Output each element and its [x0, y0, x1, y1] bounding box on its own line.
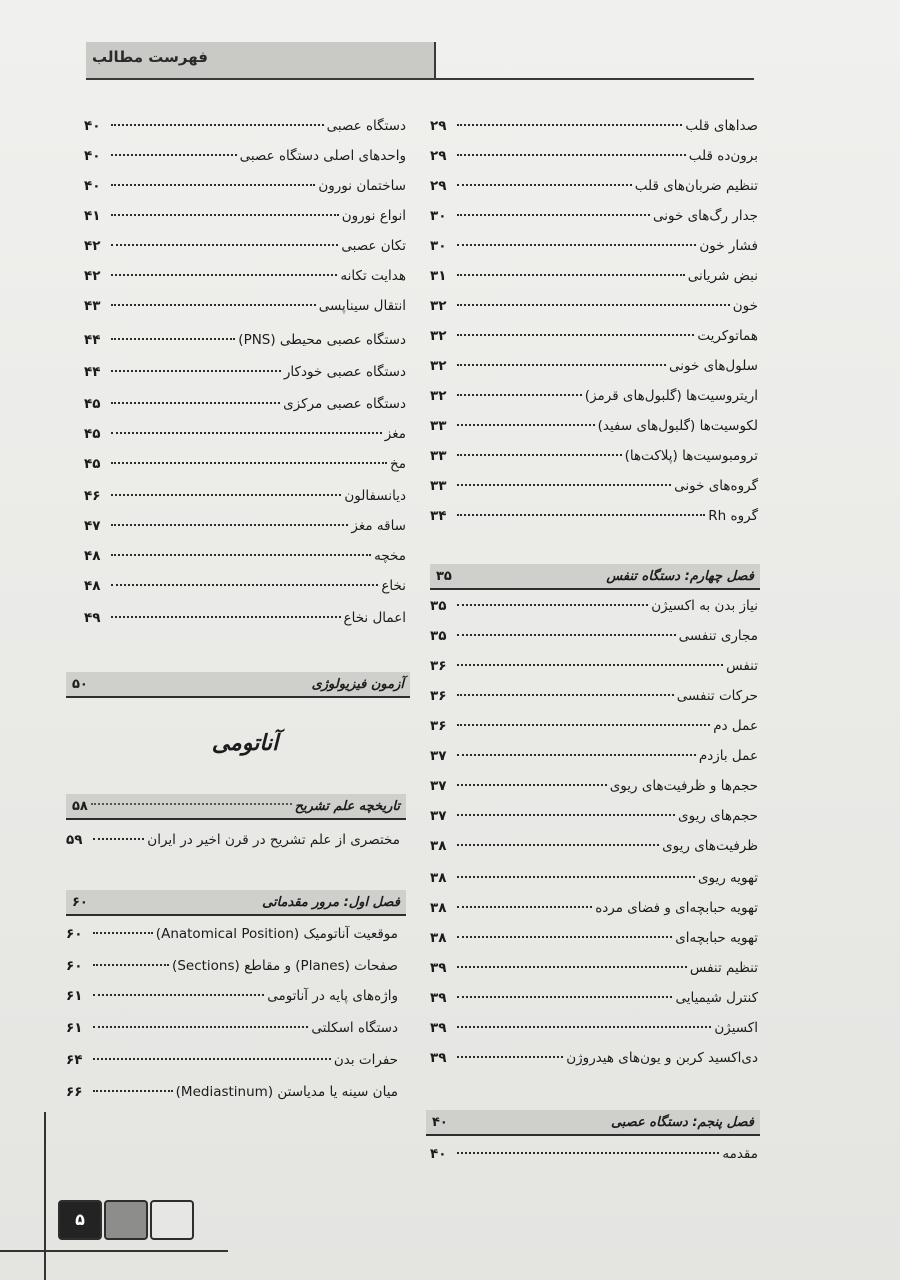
- toc-entry[interactable]: دیانسفالون ۴۶: [84, 488, 406, 504]
- toc-entry[interactable]: اعمال نخاع ۴۹: [84, 610, 406, 626]
- toc-entry[interactable]: حفرات بدن ۶۴: [66, 1052, 398, 1068]
- toc-entry[interactable]: میان سینه یا مدیاستن (Mediastinum) ۶۶: [66, 1084, 398, 1100]
- toc-entry[interactable]: اریتروسیت‌ها (گلبول‌های قرمز) ۳۲: [430, 388, 758, 404]
- header-divider: [434, 42, 436, 79]
- toc-entry[interactable]: مقدمه ۴۰: [430, 1146, 758, 1162]
- footer-vertical-rule: [44, 1112, 46, 1280]
- section-heading-anatomy: آناتومی: [211, 730, 279, 756]
- toc-entry[interactable]: واحدهای اصلی دستگاه عصبی ۴۰: [84, 148, 406, 164]
- toc-entry[interactable]: هماتوکریت ۳۲: [430, 328, 758, 344]
- toc-entry[interactable]: دی‌اکسید کربن و یون‌های هیدروژن ۳۹: [430, 1050, 758, 1066]
- toc-entry[interactable]: مجاری تنفسی ۳۵: [430, 628, 758, 644]
- page-box-decoration: [150, 1200, 194, 1240]
- toc-entry[interactable]: انتقال سیناپسی ۴۳: [84, 298, 406, 314]
- toc-entry[interactable]: خون ۳۲: [430, 298, 758, 314]
- toc-entry[interactable]: جدار رگ‌های خونی ۳۰: [430, 208, 758, 224]
- toc-entry[interactable]: ظرفیت‌های ریوی ۳۸: [430, 838, 758, 854]
- toc-entry[interactable]: گروه Rh ۳۴: [430, 508, 758, 524]
- toc-entry[interactable]: دستگاه عصبی خودکار ۴۴: [84, 364, 406, 380]
- history-heading[interactable]: تاریخچه علم تشریح ۵۸: [66, 794, 406, 820]
- toc-entry[interactable]: صداهای قلب ۲۹: [430, 118, 758, 134]
- toc-entry[interactable]: تهویه حبابچه‌ای و فضای مرده ۳۸: [430, 900, 758, 916]
- toc-entry[interactable]: ساختمان نورون ۴۰: [84, 178, 406, 194]
- toc-entry[interactable]: دستگاه عصبی مرکزی ۴۵: [84, 396, 406, 412]
- toc-entry[interactable]: تهویه حبابچه‌ای ۳۸: [430, 930, 758, 946]
- toc-entry[interactable]: مغز ۴۵: [84, 426, 406, 442]
- toc-entry[interactable]: برون‌ده قلب ۲۹: [430, 148, 758, 164]
- page-number: ۵: [58, 1200, 102, 1240]
- toc-entry[interactable]: تنظیم تنفس ۳۹: [430, 960, 758, 976]
- toc-entry[interactable]: تکان عصبی ۴۲: [84, 238, 406, 254]
- toc-entry[interactable]: حجم‌های ریوی ۳۷: [430, 808, 758, 824]
- page-title: فهرست مطالب: [92, 48, 208, 66]
- chapter-heading-intro[interactable]: فصل اول: مرور مقدماتی ۶۰: [66, 890, 406, 916]
- toc-entry[interactable]: ترومبوسیت‌ها (پلاکت‌ها) ۳۳: [430, 448, 758, 464]
- toc-entry[interactable]: حرکات تنفسی ۳۶: [430, 688, 758, 704]
- page-box-decoration: [104, 1200, 148, 1240]
- chapter-heading-nervous[interactable]: فصل پنجم: دستگاه عصبی ۴۰: [426, 1110, 760, 1136]
- toc-entry[interactable]: نیاز بدن به اکسیژن ۳۵: [430, 598, 758, 614]
- toc-entry[interactable]: هدایت تکانه ۴۲: [84, 268, 406, 284]
- toc-entry[interactable]: سلول‌های خونی ۳۲: [430, 358, 758, 374]
- toc-entry[interactable]: مختصری از علم تشریح در قرن اخیر در ایران ۵۹: [66, 832, 400, 848]
- exam-heading[interactable]: آزمون فیزیولوژی ۵۰: [66, 672, 410, 698]
- header-rule: [86, 78, 754, 80]
- toc-entry[interactable]: انواع نورون ۴۱: [84, 208, 406, 224]
- toc-entry[interactable]: حجم‌ها و ظرفیت‌های ریوی ۳۷: [430, 778, 758, 794]
- toc-entry[interactable]: نبض شریانی ۳۱: [430, 268, 758, 284]
- toc-entry[interactable]: دستگاه اسکلتی ۶۱: [66, 1020, 398, 1036]
- toc-entry[interactable]: تنظیم ضربان‌های قلب ۲۹: [430, 178, 758, 194]
- toc-entry[interactable]: دستگاه عصبی محیطی (PNS) ۴۴: [84, 332, 406, 348]
- toc-entry[interactable]: کنترل شیمیایی ۳۹: [430, 990, 758, 1006]
- toc-entry[interactable]: تهویه ریوی ۳۸: [430, 870, 758, 886]
- toc-entry[interactable]: واژه‌های پایه در آناتومی ۶۱: [66, 988, 398, 1004]
- toc-entry[interactable]: مخ ۴۵: [84, 456, 406, 472]
- toc-entry[interactable]: عمل دم ۳۶: [430, 718, 758, 734]
- toc-entry[interactable]: موقعیت آناتومیک (Anatomical Position) ۶۰: [66, 926, 398, 942]
- chapter-heading-respiratory[interactable]: فصل چهارم: دستگاه تنفس ۳۵: [430, 564, 760, 590]
- toc-entry[interactable]: گروه‌های خونی ۳۳: [430, 478, 758, 494]
- toc-entry[interactable]: تنفس ۳۶: [430, 658, 758, 674]
- toc-entry[interactable]: نخاع ۴۸: [84, 578, 406, 594]
- toc-entry[interactable]: اکسیژن ۳۹: [430, 1020, 758, 1036]
- toc-entry[interactable]: صفحات (Planes) و مقاطع (Sections) ۶۰: [66, 958, 398, 974]
- toc-entry[interactable]: عمل بازدم ۳۷: [430, 748, 758, 764]
- toc-entry[interactable]: مخچه ۴۸: [84, 548, 406, 564]
- toc-entry[interactable]: فشار خون ۳۰: [430, 238, 758, 254]
- footer-horizontal-rule: [0, 1250, 228, 1252]
- toc-entry[interactable]: لکوسیت‌ها (گلبول‌های سفید) ۳۳: [430, 418, 758, 434]
- toc-entry[interactable]: ساقه مغز ۴۷: [84, 518, 406, 534]
- toc-entry[interactable]: دستگاه عصبی ۴۰: [84, 118, 406, 134]
